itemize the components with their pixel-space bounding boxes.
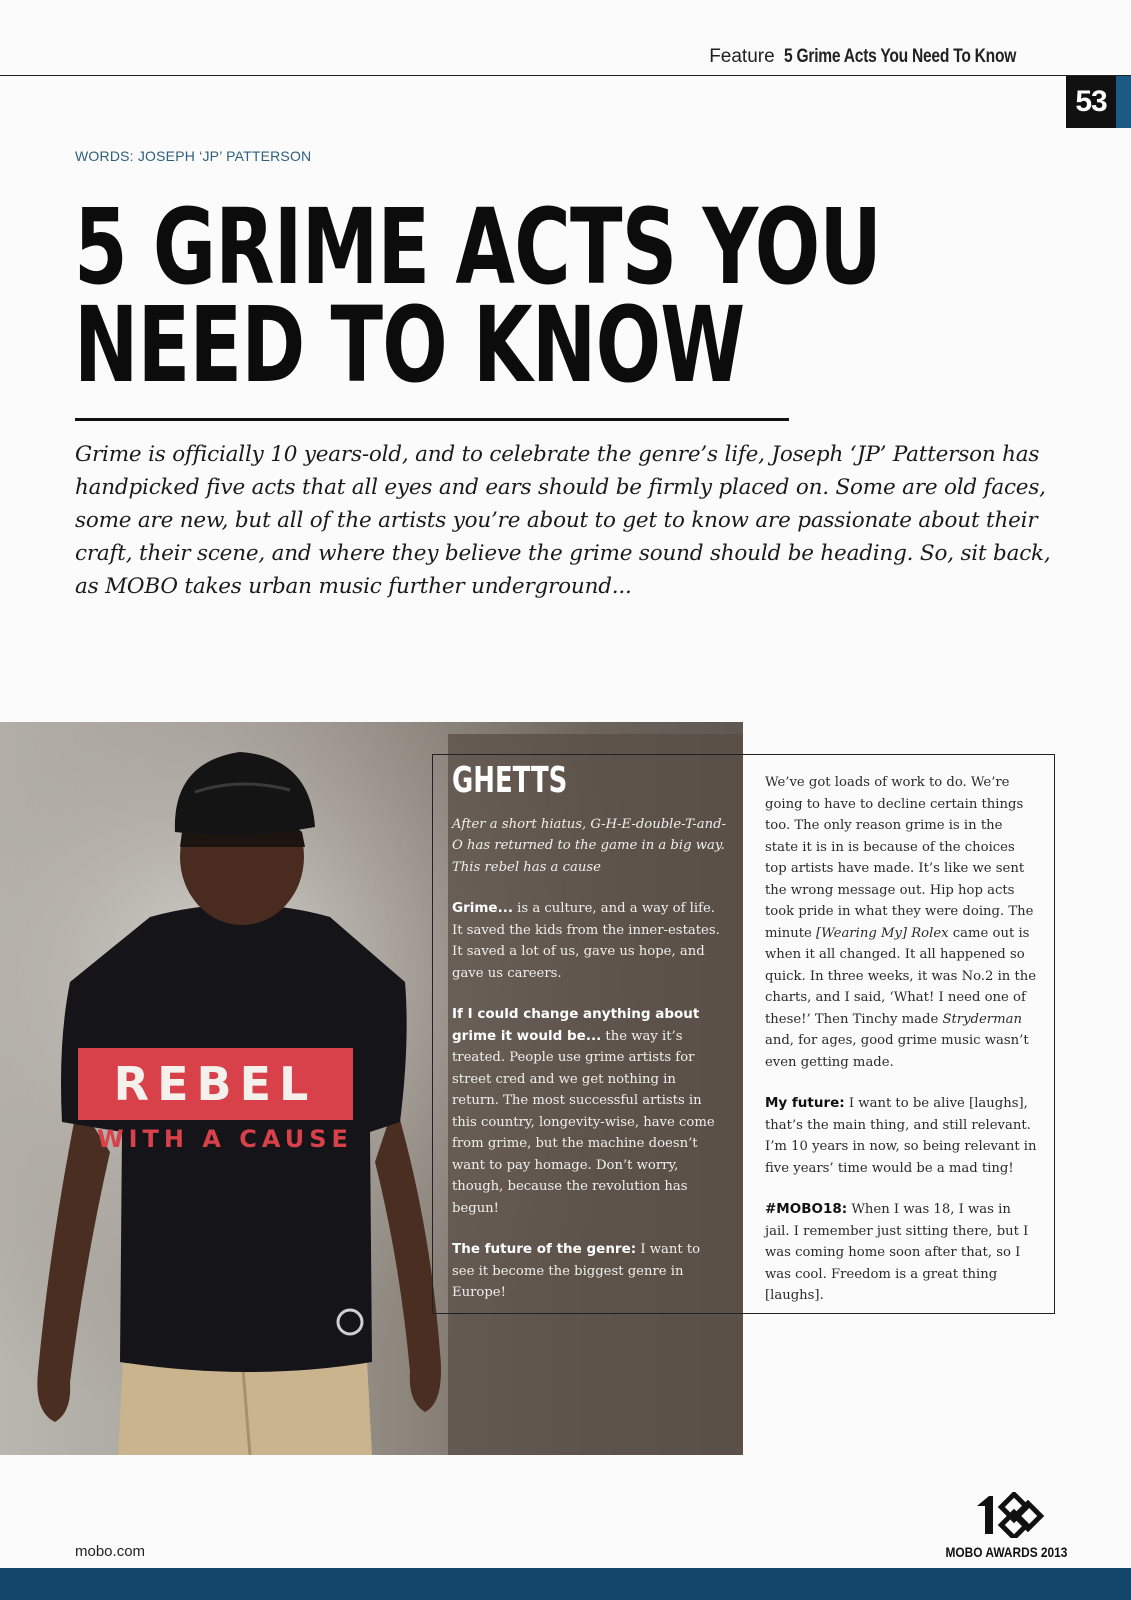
page-number-accent [1116,76,1131,128]
page-number: 53 [1066,76,1116,128]
answer-mobo18: #MOBO18: When I was 18, I was in jail. I remember just sitting there, but I was coming home soon after that, so I was cool. Freedom is a great thing [laughs]. [765,1201,1029,1303]
shirt-text-1: REBEL [113,1057,317,1111]
footer-url: mobo.com [75,1543,146,1560]
question-my-future: My future: [765,1095,845,1111]
section-label: Feature [709,46,775,67]
artist-lede: After a short hiatus, G-H-E-double-T-and-O has returned to the game in a big way. This rebel has a cause [452,816,726,875]
answer-change: If I could change anything about grime it would be... the way it’s treated. People use grime artists for street cred and we get nothing in return. The most successful artists in this country, longevity-wise, have come from grime, but the machine doesn’t want to pay homage. Don’t worry, though, because the revolution has begun! [452,1006,715,1216]
headline-rule [75,418,789,421]
answer-continued: We’ve got loads of work to do. We’re going to have to decline certain things too. The only reason grime is in the state it is in is because of the choices top artists have made. It’s like we sent the wrong message out. Hip hop acts took pride in what they were doing. The minute [Wearing My] Rolex came out is when it all changed. It all happened so quick. In three weeks, it was No.2 in the charts, and I said, ‘What! I need one of these!’ Then Tinchy made Stryderman and, for ages, good grime music wasn’t even getting made. [765,775,1037,1070]
artist-name: GHETTS [452,760,568,801]
headline-line-2: NEED TO KNOW [74,284,745,406]
article-headline [74,186,882,406]
question-grime: Grime... [452,900,513,916]
header-rule [0,75,1131,76]
footer-bar [0,1568,1131,1600]
running-header [709,46,1067,68]
mobo-18-logo-icon [973,1492,1047,1538]
answer-grime: Grime... is a culture, and a way of life. It saved the kids from the inner-estates. It saved a lot of us, gave us hope, and gave us careers. [452,900,720,981]
interview-column-right [765,772,1037,1327]
byline: WORDS: JOSEPH ‘JP’ PATTERSON [75,148,312,164]
intro-paragraph: Grime is officially 10 years-old, and to celebrate the genre’s life, Joseph ‘JP’ Patterson has handpicked five acts that all eyes and ears should be firmly placed on. Some are old faces, some are new, but all of the artists you’re about to get to know are passionate about their craft, their scene, and where they believe the grime sound should be heading. So, sit back, as MOBO takes urban music further underground... [75,442,1051,599]
question-mobo18: #MOBO18: [765,1201,848,1217]
answer-my-future: My future: I want to be alive [laughs], that’s the main thing, and still relevant. I’m 10 years in now, so being relevant in five years’ time would be a mad ting! [765,1095,1037,1176]
question-future-genre: The future of the genre: [452,1241,637,1257]
question-change: If I could change anything about grime it would be... [452,1006,700,1044]
headline-line-1: 5 GRIME ACTS YOU [74,186,882,308]
interview-column-left [452,760,726,1324]
footer-brand: MOBO AWARDS 2013 [945,1544,1067,1560]
running-title: 5 Grime Acts You Need To Know [783,46,1017,67]
shirt-text-2: WITH A CAUSE [97,1125,353,1153]
answer-future-genre: The future of the genre: I want to see it become the biggest genre in Europe! [452,1241,701,1300]
